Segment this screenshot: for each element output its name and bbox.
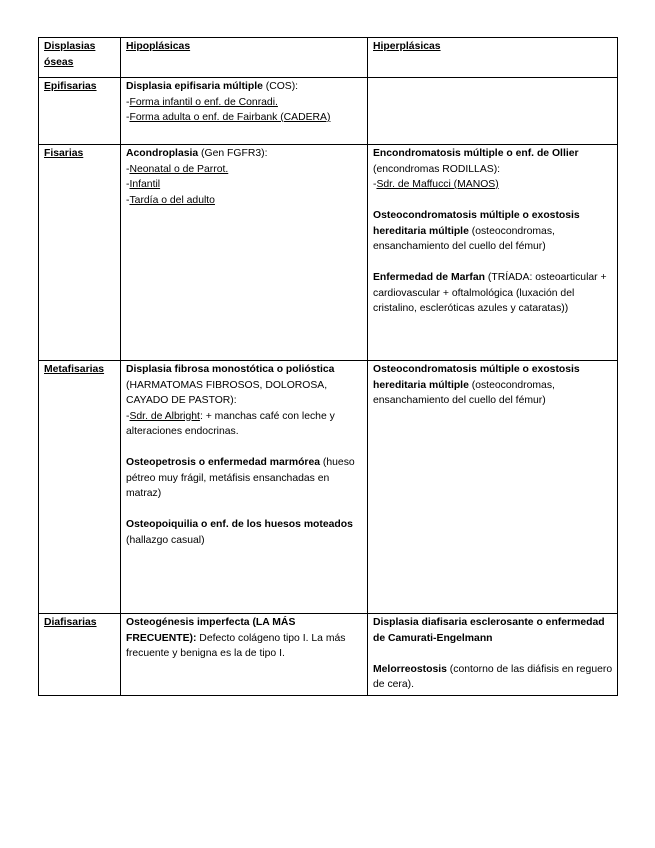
entry-title: Acondroplasia xyxy=(126,148,199,159)
cell-diafisarias-hiperplasicas xyxy=(368,614,618,696)
list-item: -Sdr. de Maffucci (MANOS) xyxy=(373,179,499,190)
cell-fisarias-hiperplasicas xyxy=(368,145,618,361)
entry-note: Defecto colágeno tipo I. La más frecuente y benigna es la de tipo I. xyxy=(126,632,346,659)
entry-title: Encondromatosis múltiple o enf. de Ollier xyxy=(373,148,579,159)
header-hipoplasicas: Hipoplásicas xyxy=(121,38,368,78)
entry-note: (Gen FGFR3): xyxy=(198,148,268,159)
table-row-fisarias xyxy=(39,145,618,361)
row-label-fisarias: Fisarias xyxy=(39,145,121,361)
cell-diafisarias-hipoplasicas xyxy=(121,614,368,696)
entry-note: (hueso pétreo muy frágil, metáfisis ensanchadas en matraz) xyxy=(126,457,355,499)
header-hiperplasicas: Hiperplásicas xyxy=(368,38,618,78)
entry-note: (encondromas RODILLAS): xyxy=(373,163,501,175)
header-displasias-oseas: Displasias óseas xyxy=(39,38,121,78)
entry-note: (osteocondromas, ensanchamiento del cuello del fémur) xyxy=(373,225,555,252)
cell-epifisarias-hiperplasicas xyxy=(368,78,618,145)
list-item: -Neonatal o de Parrot. xyxy=(126,163,229,175)
entry-note: (hallazgo casual) xyxy=(126,534,205,546)
entry-title: Melorreostosis xyxy=(373,663,447,675)
entry-title: Osteocondromatosis múltiple o exostosis hereditaria múltiple xyxy=(373,364,580,391)
entry-title: Osteocondromatosis múltiple o exostosis hereditaria múltiple xyxy=(373,210,580,237)
table-row-metafisarias xyxy=(39,361,618,614)
list-item: -Infantil xyxy=(126,179,161,190)
table-header-row xyxy=(39,38,618,78)
table-row-diafisarias xyxy=(39,614,618,696)
row-label-diafisarias: Diafisarias xyxy=(39,614,121,696)
list-item: -Sdr. de Albright: + manchas café con leche y alteraciones endocrinas. xyxy=(126,410,335,437)
cell-metafisarias-hipoplasicas xyxy=(121,361,368,614)
entry-title: Osteogénesis imperfecta (LA MÁS FRECUENTE): xyxy=(126,617,296,644)
entry-title: Displasia epifisaria múltiple xyxy=(126,81,263,92)
list-item: -Forma adulta o enf. de Fairbank (CADERA) xyxy=(126,112,331,123)
table-row-epifisarias xyxy=(39,78,618,145)
list-item: -Tardía o del adulto xyxy=(126,194,215,206)
cell-metafisarias-hiperplasicas xyxy=(368,361,618,614)
cell-fisarias-hipoplasicas xyxy=(121,145,368,361)
entry-note: (COS): xyxy=(262,81,299,92)
entry-note: (contorno de las diáfisis en reguero de cera). xyxy=(373,663,613,690)
cell-epifisarias-hipoplasicas xyxy=(121,78,368,145)
dysplasia-table xyxy=(38,37,618,696)
entry-note: (HARMATOMAS FIBROSOS, DOLOROSA, CAYADO DE PASTOR): xyxy=(126,379,328,406)
row-label-epifisarias: Epifisarias xyxy=(39,78,121,145)
entry-note: (osteocondromas, ensanchamiento del cuello del fémur) xyxy=(373,379,555,406)
entry-title: Osteopetrosis o enfermedad marmórea xyxy=(126,457,321,468)
entry-note: (TRÍADA: osteoarticular + cardiovascular + oftalmológica (luxación del cristalino, escleróticas azules y cataratas)) xyxy=(373,272,607,314)
entry-title: Enfermedad de Marfan xyxy=(373,272,486,283)
entry-title: Displasia diafisaria esclerosante o enfermedad de Camurati-Engelmann xyxy=(373,617,605,644)
entry-title: Displasia fibrosa monostótica o polióstica xyxy=(126,364,335,375)
entry-title: Osteopoiquilia o enf. de los huesos moteados xyxy=(126,519,353,530)
list-item: -Forma infantil o enf. de Conradi. xyxy=(126,96,278,108)
row-label-metafisarias: Metafisarias xyxy=(39,361,121,614)
